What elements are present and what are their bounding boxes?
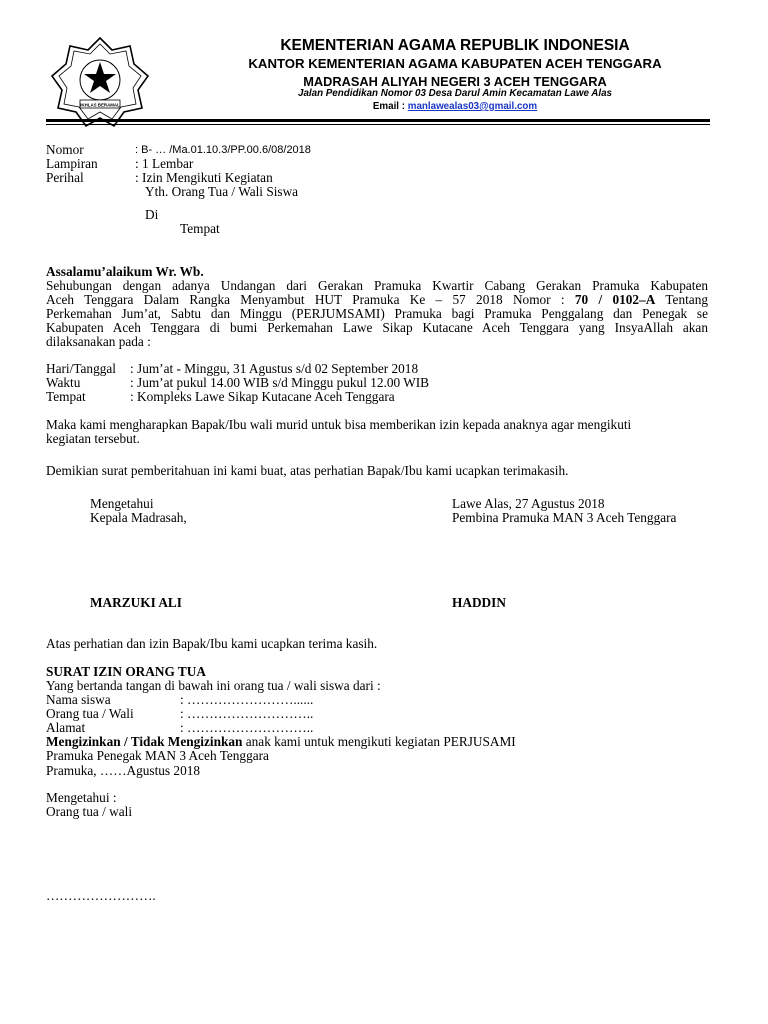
form-title: SURAT IZIN ORANG TUA: [46, 664, 206, 679]
schedule-day-label: Hari/Tanggal: [46, 361, 116, 376]
schedule-day-value: : Jum’at - Minggu, 31 Agustus s/d 02 September 2018: [130, 361, 419, 376]
letterhead-rule-thin: [46, 124, 710, 125]
perihal-label: Perihal: [46, 170, 84, 185]
p1-line2-tail: Tentang: [665, 292, 708, 307]
p1-line5: dilaksanakan pada :: [46, 334, 151, 349]
nomor-label: Nomor: [46, 142, 84, 157]
consent-rest: anak kami untuk mengikuti kegiatan PERJUSAMI: [242, 734, 516, 749]
field-student-name-value: : ……………………......: [180, 692, 314, 707]
email-label: Email :: [372, 101, 408, 112]
letterhead-rule-thick: [46, 119, 710, 122]
schedule-place-value: : Kompleks Lawe Sikap Kutacane Aceh Tenggara: [130, 389, 395, 404]
perihal-value: : Izin Mengikuti Kegiatan: [135, 170, 273, 185]
school-address: Jalan Pendidikan Nomor 03 Desa Darul Amin Kecamatan Lawe Alas: [298, 88, 612, 99]
sig-left-name: MARZUKI ALI: [90, 595, 182, 610]
field-student-name-label: Nama siswa: [46, 692, 111, 707]
field-parent-label: Orang tua / Wali: [46, 706, 134, 721]
schedule-time-value: : Jum’at pukul 14.00 WIB s/d Minggu pukul 12.00 WIB: [130, 375, 430, 390]
p1-line4: Kabupaten Aceh Tenggara di bumi Perkemahan Lawe Sikap Kutacane Aceh Tenggara yang InsyaAllah akan: [46, 320, 708, 335]
form-signer: Orang tua / wali: [46, 804, 133, 819]
lampiran-value: : 1 Lembar: [135, 156, 194, 171]
p1-line2: [46, 292, 708, 307]
schedule-place-label: Tempat: [46, 389, 86, 404]
sig-left-line2: Kepala Madrasah,: [90, 510, 187, 525]
field-address-label: Alamat: [46, 720, 86, 735]
p2-line1: Maka kami mengharapkan Bapak/Ibu wali murid untuk bisa memberikan izin kepada anaknya agar mengikuti: [46, 417, 632, 432]
schedule-time-label: Waktu: [46, 375, 81, 390]
field-parent-value: : ………………………..: [180, 706, 314, 721]
recipient: Yth. Orang Tua / Wali Siswa: [145, 184, 299, 199]
tempat-label: Tempat: [180, 221, 220, 236]
email-link[interactable]: manlawealas03@gmail.com: [407, 101, 538, 112]
form-mengetahui: Mengetahui :: [46, 790, 117, 805]
consent-line2: Pramuka Penegak MAN 3 Aceh Tenggara: [46, 748, 269, 763]
p1-line2-text: Aceh Tenggara Dalam Rangka Menyambut HUT Pramuka Ke – 57 2018 Nomor :: [46, 292, 565, 307]
school-email-line: [150, 101, 760, 112]
p1-line3: Perkemahan Jum’at, Sabtu dan Minggu (PERJUMSAMI) Pramuka bagi Pramuka Penggalang dan Penegak se: [46, 306, 708, 321]
sig-left-line1: Mengetahui: [90, 496, 154, 511]
p3: Demikian surat pemberitahuan ini kami buat, atas perhatian Bapak/Ibu kami ucapkan terimakasih.: [46, 463, 569, 478]
kemenag-logo: [50, 36, 150, 128]
office-name: KANTOR KEMENTERIAN AGAMA KABUPATEN ACEH TENGGARA: [248, 56, 662, 71]
logo-motto: IKHLAS BERAMAL: [80, 102, 120, 108]
form-intro: Yang bertanda tangan di bawah ini orang tua / wali siswa dari :: [46, 678, 381, 693]
consent-line1: [46, 734, 516, 749]
p2-line2: kegiatan tersebut.: [46, 431, 140, 446]
ministry-name: KEMENTERIAN AGAMA REPUBLIK INDONESIA: [280, 37, 630, 54]
di-label: Di: [145, 207, 159, 222]
school-name: MADRASAH ALIYAH NEGERI 3 ACEH TENGGARA: [303, 74, 607, 89]
field-address-value: : ………………………..: [180, 720, 314, 735]
sig-right-line2: Pembina Pramuka MAN 3 Aceh Tenggara: [452, 510, 677, 525]
form-signature-line: …………………….: [46, 888, 156, 903]
nomor-value: : B- … /Ma.01.10.3/PP.00.6/08/2018: [135, 144, 311, 156]
lampiran-label: Lampiran: [46, 156, 98, 171]
invitation-number: 70 / 0102–A: [574, 292, 656, 307]
form-date-line: Pramuka, ……Agustus 2018: [46, 763, 201, 778]
salam: Assalamu’alaikum Wr. Wb.: [46, 264, 204, 279]
sig-right-line1: Lawe Alas, 27 Agustus 2018: [452, 496, 605, 511]
closing-text: Atas perhatian dan izin Bapak/Ibu kami ucapkan terima kasih.: [46, 636, 378, 651]
p1-line1: Sehubungan dengan adanya Undangan dari Gerakan Pramuka Kwartir Cabang Gerakan Pramuka Kabupaten: [46, 278, 708, 293]
consent-choice: Mengizinkan / Tidak Mengizinkan: [46, 734, 243, 749]
sig-right-name: HADDIN: [452, 595, 506, 610]
